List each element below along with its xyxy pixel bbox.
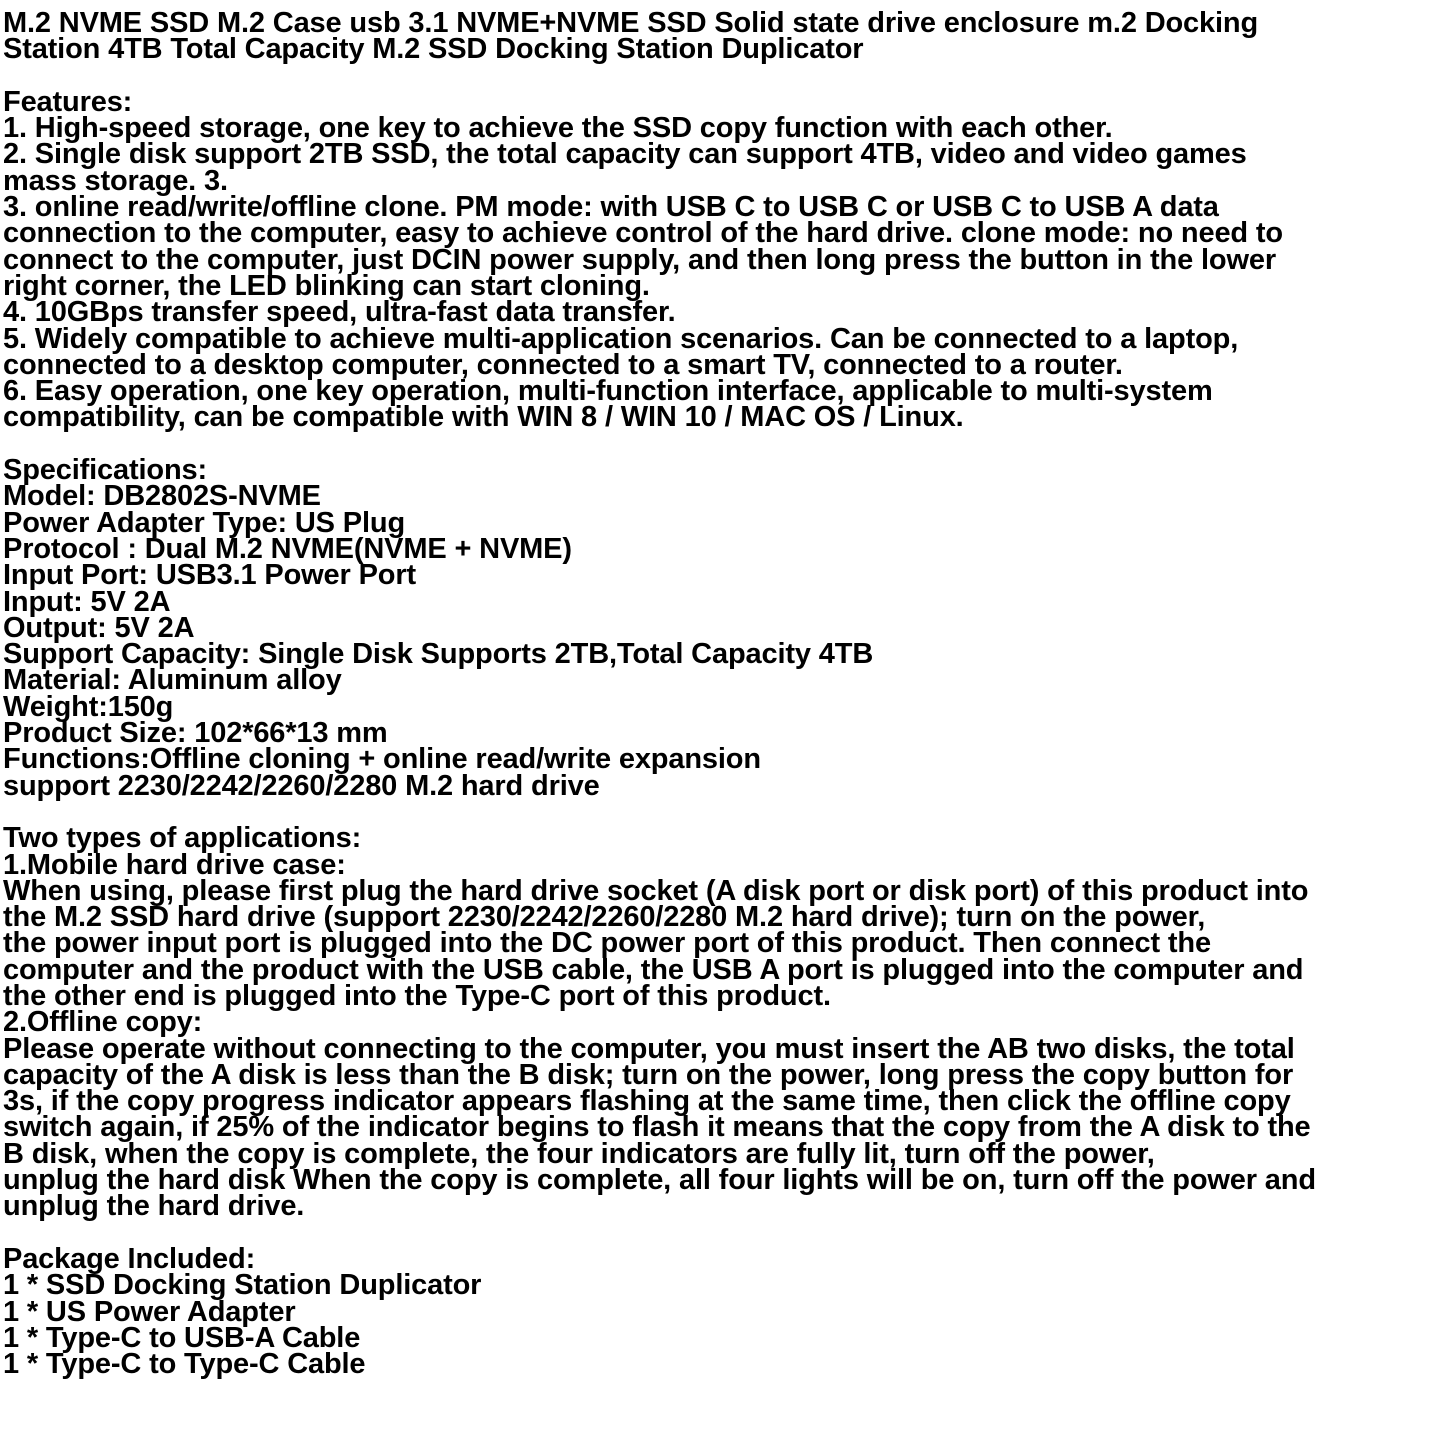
specifications-heading: Specifications: xyxy=(3,454,208,487)
package-heading: Package Included: xyxy=(3,1242,256,1275)
features-line: mass storage. 3. xyxy=(3,164,228,197)
package-item: 1 * SSD Docking Station Duplicator xyxy=(3,1269,482,1302)
application-line: capacity of the A disk is less than the B disk; turn on the power, long press the copy button for xyxy=(3,1058,1294,1091)
features-line: compatibility, can be compatible with WIN 8 / WIN 10 / MAC OS / Linux. xyxy=(3,401,964,434)
specification-line: Input: 5V 2A xyxy=(3,585,171,618)
application-line: computer and the product with the USB cable, the USB A port is plugged into the computer and xyxy=(3,953,1304,986)
features-section xyxy=(3,85,1435,434)
section-spacer xyxy=(3,63,1435,89)
features-line: connection to the computer, easy to achieve control of the hard drive. clone mode: no need to xyxy=(3,217,1283,250)
specifications-section xyxy=(3,454,1435,802)
application-line: When using, please first plug the hard drive socket (A disk port or disk port) of this product into xyxy=(3,874,1309,907)
applications-heading: Two types of applications: xyxy=(3,822,362,855)
package-item: 1 * US Power Adapter xyxy=(3,1295,296,1328)
application-line: the M.2 SSD hard drive (support 2230/2242/2260/2280 M.2 hard drive); turn on the power, xyxy=(3,901,1206,934)
features-line: 1. High-speed storage, one key to achieve the SSD copy function with each other. xyxy=(3,112,1113,145)
features-line: 3. online read/write/offline clone. PM mode: with USB C to USB C or USB C to USB A data xyxy=(3,191,1219,224)
features-line: 2. Single disk support 2TB SSD, the total capacity can support 4TB, video and video games xyxy=(3,138,1247,171)
specification-line: Functions:Offline cloning + online read/write expansion xyxy=(3,743,761,776)
specification-line: Power Adapter Type: US Plug xyxy=(3,506,406,539)
features-heading: Features: xyxy=(3,85,133,118)
section-spacer xyxy=(3,1220,1435,1246)
specification-line: Material: Aluminum alloy xyxy=(3,664,342,697)
specification-line: Weight:150g xyxy=(3,690,174,723)
specification-line: Product Size: 102*66*13 mm xyxy=(3,717,388,750)
features-line: 4. 10GBps transfer speed, ultra-fast data transfer. xyxy=(3,296,676,329)
application-line: B disk, when the copy is complete, the four indicators are fully lit, turn off the power, xyxy=(3,1137,1155,1170)
application-line: 3s, if the copy progress indicator appears flashing at the same time, then click the offline copy xyxy=(3,1085,1291,1118)
specification-line: Support Capacity: Single Disk Supports 2TB,Total Capacity 4TB xyxy=(3,638,874,671)
specification-line: Protocol : Dual M.2 NVME(NVME + NVME) xyxy=(3,532,572,565)
specification-line: Input Port: USB3.1 Power Port xyxy=(3,559,416,592)
title-line: Station 4TB Total Capacity M.2 SSD Docking Station Duplicator xyxy=(3,33,864,66)
application-line: 2.Offline copy: xyxy=(3,1006,203,1039)
application-line: the other end is plugged into the Type-C port of this product. xyxy=(3,979,831,1012)
application-line: unplug the hard disk When the copy is complete, all four lights will be on, turn off the power and xyxy=(3,1164,1316,1197)
specification-line: Output: 5V 2A xyxy=(3,611,195,644)
package-item: 1 * Type-C to Type-C Cable xyxy=(3,1348,366,1381)
application-line: the power input port is plugged into the DC power port of this product. Then connect the xyxy=(3,927,1211,960)
application-line: switch again, if 25% of the indicator begins to flash it means that the copy from the A disk to the xyxy=(3,1111,1311,1144)
specification-line: support 2230/2242/2260/2280 M.2 hard drive xyxy=(3,769,600,802)
title-line: M.2 NVME SSD M.2 Case usb 3.1 NVME+NVME SSD Solid state drive enclosure m.2 Docking xyxy=(3,7,1259,39)
features-line: 5. Widely compatible to achieve multi-application scenarios. Can be connected to a laptop, xyxy=(3,322,1239,355)
specification-line: Model: DB2802S-NVME xyxy=(3,480,321,513)
features-line: 6. Easy operation, one key operation, multi-function interface, applicable to multi-system xyxy=(3,375,1213,408)
applications-section xyxy=(3,822,1435,1223)
application-line: unplug the hard drive. xyxy=(3,1190,305,1223)
package-section xyxy=(3,1242,1435,1381)
features-line: right corner, the LED blinking can start cloning. xyxy=(3,269,650,302)
application-line: Please operate without connecting to the computer, you must insert the AB two disks, the total xyxy=(3,1032,1295,1065)
features-line: connect to the computer, just DCIN power supply, and then long press the button in the lower xyxy=(3,243,1277,276)
application-line: 1.Mobile hard drive case: xyxy=(3,848,346,881)
section-spacer xyxy=(3,431,1435,457)
package-item: 1 * Type-C to USB-A Cable xyxy=(3,1321,361,1354)
product-description xyxy=(3,7,1435,1381)
title-block xyxy=(3,7,1435,66)
features-line: connected to a desktop computer, connected to a smart TV, connected to a router. xyxy=(3,348,1123,381)
